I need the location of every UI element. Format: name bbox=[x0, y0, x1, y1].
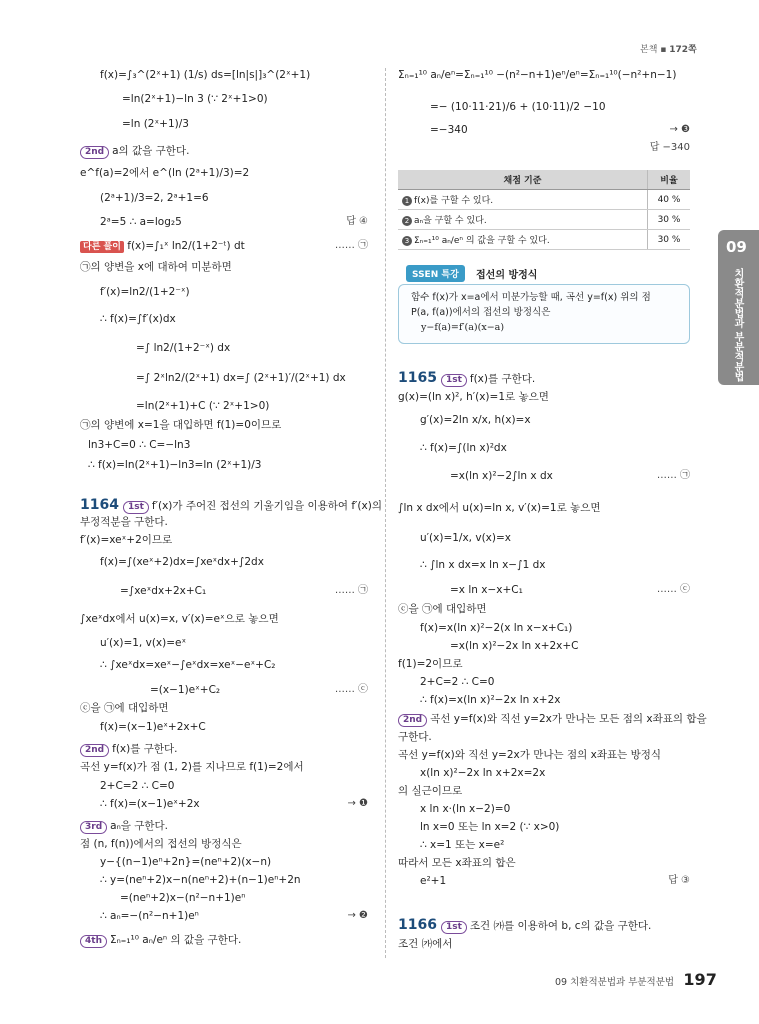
tip-line-1: 함수 f(x)가 x=a에서 미분가능할 때, 곡선 y=f(x) 위의 점 bbox=[411, 292, 651, 303]
left-line bbox=[80, 837, 242, 851]
step-badge: 2nd bbox=[398, 714, 427, 727]
right-line bbox=[398, 937, 452, 951]
line-text: f′(x)=xeˣ+2이므로 bbox=[80, 534, 173, 546]
right-line bbox=[420, 558, 545, 572]
left-line bbox=[122, 92, 268, 106]
step-badge: 2nd bbox=[80, 744, 109, 757]
right-line bbox=[398, 371, 535, 387]
step-badge: 4th bbox=[80, 935, 107, 948]
criteria-cell bbox=[398, 190, 648, 210]
line-text: f(x)를 구한다. bbox=[469, 373, 536, 385]
tip-box bbox=[398, 262, 690, 342]
problem-number: 1165 bbox=[398, 370, 437, 386]
line-text: ∴ f(x)=∫(ln x)²dx bbox=[420, 442, 507, 454]
left-line bbox=[80, 515, 168, 529]
right-line bbox=[450, 469, 553, 483]
line-text: =x(ln x)²−2x ln x+2x+C bbox=[450, 640, 579, 652]
step-badge: 1st bbox=[441, 374, 467, 387]
column-divider bbox=[385, 68, 386, 958]
line-text: f(x)=∫(xeˣ+2)dx=∫xeˣdx+∫2dx bbox=[100, 556, 264, 568]
criteria-number: 2 bbox=[402, 216, 412, 226]
right-line bbox=[398, 748, 661, 762]
grading-table bbox=[398, 170, 690, 250]
right-line bbox=[398, 501, 601, 515]
right-line bbox=[420, 693, 561, 707]
left-line bbox=[80, 260, 232, 274]
tip-content bbox=[398, 284, 690, 344]
left-line bbox=[80, 418, 281, 432]
left-line bbox=[80, 239, 245, 253]
criteria-cell bbox=[398, 210, 648, 230]
answer-mark: …… ⓒ bbox=[334, 684, 368, 695]
grading-table-header bbox=[398, 170, 690, 190]
left-line bbox=[122, 117, 189, 131]
answer-mark: 답 ③ bbox=[668, 875, 690, 886]
line-text: 2+C=2 ∴ C=0 bbox=[420, 676, 495, 688]
line-text: g′(x)=2ln x/x, h(x)=x bbox=[420, 414, 531, 426]
line-text: =x ln x−x+C₁ bbox=[450, 584, 523, 596]
line-text: =− (10·11·21)/6 + (10·11)/2 −10 bbox=[430, 101, 606, 113]
left-line bbox=[100, 636, 186, 650]
step-badge: 2nd bbox=[80, 146, 109, 159]
grading-row bbox=[398, 190, 690, 210]
line-text: ⓒ을 ㉠에 대입하면 bbox=[80, 702, 169, 714]
left-line bbox=[136, 341, 230, 355]
left-line bbox=[100, 555, 264, 569]
line-text: =∫ 2ˣln2/(2ˣ+1) dx=∫ (2ˣ+1)′/(2ˣ+1) dx bbox=[136, 372, 346, 384]
line-text: =(neⁿ+2)x−(n²−n+1)eⁿ bbox=[120, 892, 246, 904]
criteria-cell bbox=[398, 230, 648, 250]
line-text: Σₙ₌₁¹⁰ aₙ/eⁿ=Σₙ₌₁¹⁰ −(n²−n+1)eⁿ/eⁿ=Σₙ₌₁¹⁰(−n²+n−1) bbox=[398, 69, 677, 81]
line-text: y−{(n−1)eⁿ+2n}=(neⁿ+2)(x−n) bbox=[100, 856, 272, 868]
line-text: =(x−1)eˣ+C₂ bbox=[150, 684, 221, 696]
criteria-header: 채점 기준 bbox=[398, 170, 648, 190]
left-line bbox=[80, 819, 168, 834]
answer-mark: 답 ④ bbox=[346, 216, 368, 227]
alt-solution-badge: 다른 풀이 bbox=[80, 241, 124, 253]
ratio-cell: 40 % bbox=[648, 190, 691, 210]
left-line bbox=[100, 658, 276, 672]
left-line bbox=[100, 873, 301, 887]
right-line bbox=[420, 413, 531, 427]
line-text: a의 값을 구한다. bbox=[112, 145, 190, 157]
tip-line-3: y−f(a)=f′(a)(x−a) bbox=[421, 322, 505, 333]
ratio-cell: 30 % bbox=[648, 210, 691, 230]
line-text: (2ᵃ+1)/3=2, 2ᵃ+1=6 bbox=[100, 192, 209, 204]
left-line bbox=[100, 797, 200, 811]
step-badge: 3rd bbox=[80, 821, 107, 834]
line-text: =∫xeˣdx+2x+C₁ bbox=[120, 585, 207, 597]
line-text: f′(x)=ln2/(1+2⁻ˣ) bbox=[100, 286, 190, 298]
line-text: f(1)=2이므로 bbox=[398, 658, 463, 670]
line-text: f(x)=x(ln x)²−2(x ln x−x+C₁) bbox=[420, 622, 573, 634]
right-line bbox=[420, 766, 545, 780]
right-line bbox=[450, 639, 579, 653]
line-text: ∴ y=(neⁿ+2)x−n(neⁿ+2)+(n−1)eⁿ+2n bbox=[100, 874, 301, 886]
line-text: x(ln x)²−2x ln x+2x=2x bbox=[420, 767, 546, 779]
left-line bbox=[136, 399, 269, 413]
answer-mark: …… ㉠ bbox=[656, 470, 690, 481]
right-line bbox=[398, 68, 676, 82]
line-text: aₙ을 구한다. bbox=[110, 820, 169, 832]
problem-number: 1166 bbox=[398, 917, 437, 933]
line-text: Σₙ₌₁¹⁰ aₙ/eⁿ 의 값을 구한다. bbox=[109, 934, 242, 946]
footer bbox=[555, 970, 717, 989]
line-text: 부정적분을 구한다. bbox=[80, 516, 168, 528]
grading-row bbox=[398, 230, 690, 250]
line-text: f(x)=(x−1)eˣ+2x+C bbox=[100, 721, 206, 733]
left-line bbox=[100, 285, 190, 299]
right-line bbox=[420, 675, 494, 689]
line-text: =x(ln x)²−2∫ln x dx bbox=[450, 470, 553, 482]
line-text: 의 실근이므로 bbox=[398, 785, 463, 797]
line-text: =ln(2ˣ+1)+C (∵ 2ˣ+1>0) bbox=[136, 400, 270, 412]
answer-mark: …… ⓒ bbox=[656, 584, 690, 595]
line-text: 조건 ㈎를 이용하여 b, c의 값을 구한다. bbox=[469, 920, 652, 932]
left-line bbox=[80, 701, 169, 715]
line-text: ∫xeˣdx에서 u(x)=x, v′(x)=eˣ으로 놓으면 bbox=[80, 613, 279, 625]
left-line bbox=[100, 779, 174, 793]
right-line bbox=[398, 918, 651, 934]
left-line bbox=[136, 371, 346, 385]
answer-mark: …… ㉠ bbox=[334, 240, 368, 251]
right-line bbox=[420, 441, 507, 455]
left-line bbox=[80, 533, 172, 547]
footer-chapter: 09 치환적분법과 부분적분법 bbox=[555, 977, 675, 988]
page-number: 197 bbox=[683, 970, 717, 989]
left-line bbox=[100, 909, 199, 923]
line-text: ∴ f(x)=x(ln x)²−2x ln x+2x bbox=[420, 694, 561, 706]
line-text: u′(x)=1, v(x)=eˣ bbox=[100, 637, 187, 649]
right-line bbox=[430, 100, 606, 114]
left-line bbox=[100, 191, 209, 205]
line-text: ∴ f(x)=(x−1)eˣ+2x bbox=[100, 798, 200, 810]
line-text: ∴ f(x)=ln(2ˣ+1)−ln3=ln (2ˣ+1)/3 bbox=[88, 459, 262, 471]
left-line bbox=[120, 891, 245, 905]
criteria-label: f(x)를 구할 수 있다. bbox=[414, 196, 494, 206]
tip-line-2: P(a, f(a))에서의 접선의 방정식은 bbox=[411, 307, 551, 318]
line-text: =ln (2ˣ+1)/3 bbox=[122, 118, 189, 130]
left-line bbox=[120, 584, 206, 598]
line-text: ∴ aₙ=−(n²−n+1)eⁿ bbox=[100, 910, 199, 922]
line-text: ⓒ을 ㉠에 대입하면 bbox=[398, 603, 487, 615]
line-text: ∴ f(x)=∫f′(x)dx bbox=[100, 313, 176, 325]
line-text: f′(x)가 주어진 접선의 기울기임을 이용하여 f′(x)의 bbox=[151, 500, 382, 512]
left-line bbox=[100, 312, 176, 326]
right-line bbox=[398, 657, 462, 671]
line-text: 구한다. bbox=[398, 731, 432, 743]
line-text: ∴ ∫xeˣdx=xeˣ−∫eˣdx=xeˣ−eˣ+C₂ bbox=[100, 659, 276, 671]
chapter-tab[interactable] bbox=[718, 230, 759, 385]
problem-number: 1164 bbox=[80, 497, 119, 513]
left-line bbox=[80, 144, 189, 159]
line-text: =∫ ln2/(1+2⁻ˣ) dx bbox=[136, 342, 231, 354]
tip-tag: SSEN 특강 bbox=[406, 265, 465, 282]
left-line bbox=[100, 68, 310, 82]
line-text: ∫ln x dx에서 u(x)=ln x, v′(x)=1로 놓으면 bbox=[398, 502, 601, 514]
line-text: 곡선 y=f(x)와 직선 y=2x가 만나는 모든 점의 x좌표의 합을 bbox=[430, 713, 707, 725]
step-badge: 1st bbox=[441, 921, 467, 934]
line-text: f(x)를 구한다. bbox=[112, 743, 178, 755]
line-text: u′(x)=1/x, v(x)=x bbox=[420, 532, 511, 544]
line-text: x ln x·(ln x−2)=0 bbox=[420, 803, 511, 815]
left-line bbox=[88, 438, 190, 452]
line-text: ln x=0 또는 ln x=2 (∵ x>0) bbox=[420, 821, 560, 833]
criteria-number: 3 bbox=[402, 236, 412, 246]
line-text: ∴ x=1 또는 x=e² bbox=[420, 839, 505, 851]
line-text: f(x)=∫₁ˣ ln2/(1+2⁻ᵗ) dt bbox=[127, 240, 245, 252]
left-line bbox=[100, 720, 206, 734]
line-text: ∴ ∫ln x dx=x ln x−∫1 dx bbox=[420, 559, 546, 571]
line-text: ㉠의 양변에 x=1을 대입하면 f(1)=0이므로 bbox=[80, 419, 282, 431]
right-line bbox=[398, 602, 487, 616]
line-text: 따라서 모든 x좌표의 합은 bbox=[398, 857, 516, 869]
line-text: 조건 ㈎에서 bbox=[398, 938, 453, 950]
right-line bbox=[420, 820, 559, 834]
line-text: 곡선 y=f(x)가 점 (1, 2)를 지나므로 f(1)=2에서 bbox=[80, 761, 304, 773]
right-line bbox=[398, 712, 707, 727]
right-line bbox=[430, 123, 468, 137]
line-text: 2+C=2 ∴ C=0 bbox=[100, 780, 175, 792]
right-line bbox=[420, 838, 504, 852]
right-line bbox=[398, 856, 516, 870]
answer-mark: → ❸ bbox=[669, 124, 690, 135]
left-line bbox=[150, 683, 220, 697]
answer-mark: 답 −340 bbox=[649, 142, 690, 153]
right-line bbox=[398, 784, 462, 798]
line-text: ㉠의 양변을 x에 대하여 미분하면 bbox=[80, 261, 232, 273]
line-text: =ln(2ˣ+1)−ln 3 (∵ 2ˣ+1>0) bbox=[122, 93, 268, 105]
left-line bbox=[100, 215, 182, 229]
answer-mark: …… ㉠ bbox=[334, 585, 368, 596]
right-line bbox=[420, 531, 511, 545]
right-line bbox=[450, 583, 523, 597]
answer-mark: → ❶ bbox=[347, 798, 368, 809]
right-line bbox=[420, 802, 510, 816]
grading-row bbox=[398, 210, 690, 230]
line-text: 2ᵃ=5 ∴ a=log₂5 bbox=[100, 216, 182, 228]
line-text: 곡선 y=f(x)와 직선 y=2x가 만나는 점의 x좌표는 방정식 bbox=[398, 749, 662, 761]
left-line bbox=[80, 933, 241, 948]
chapter-number: 09 bbox=[726, 238, 747, 256]
criteria-label: Σₙ₌₁¹⁰ aₙ/eⁿ 의 값을 구할 수 있다. bbox=[414, 236, 550, 246]
line-text: 점 (n, f(n))에서의 접선의 방정식은 bbox=[80, 838, 242, 850]
left-line bbox=[80, 166, 249, 180]
right-line bbox=[398, 390, 549, 404]
line-text: f(x)=∫₃^(2ˣ+1) (1/s) ds=[ln|s|]₃^(2ˣ+1) bbox=[100, 69, 311, 81]
left-line bbox=[80, 498, 382, 514]
right-line bbox=[420, 621, 572, 635]
chapter-title: 치환적분법과 부분적분법 bbox=[732, 268, 743, 382]
right-line bbox=[420, 874, 446, 888]
step-badge: 1st bbox=[123, 501, 149, 514]
left-line bbox=[80, 612, 279, 626]
right-line bbox=[398, 730, 432, 744]
answer-mark: → ❷ bbox=[347, 910, 368, 921]
page-reference: 본책 ▪ 172쪽 bbox=[640, 45, 697, 55]
left-line bbox=[88, 458, 262, 472]
left-line bbox=[80, 760, 304, 774]
line-text: =−340 bbox=[430, 124, 468, 136]
ratio-cell: 30 % bbox=[648, 230, 691, 250]
left-line bbox=[80, 742, 177, 757]
criteria-number: 1 bbox=[402, 196, 412, 206]
line-text: e^f(a)=2에서 e^(ln (2ᵃ+1)/3)=2 bbox=[80, 167, 250, 179]
tip-title: 접선의 방정식 bbox=[476, 270, 538, 281]
criteria-label: aₙ을 구할 수 있다. bbox=[414, 216, 487, 226]
ratio-header: 비율 bbox=[648, 170, 691, 190]
line-text: g(x)=(ln x)², h′(x)=1로 놓으면 bbox=[398, 391, 549, 403]
line-text: e²+1 bbox=[420, 875, 447, 887]
line-text: ln3+C=0 ∴ C=−ln3 bbox=[88, 439, 191, 451]
left-line bbox=[100, 855, 271, 869]
